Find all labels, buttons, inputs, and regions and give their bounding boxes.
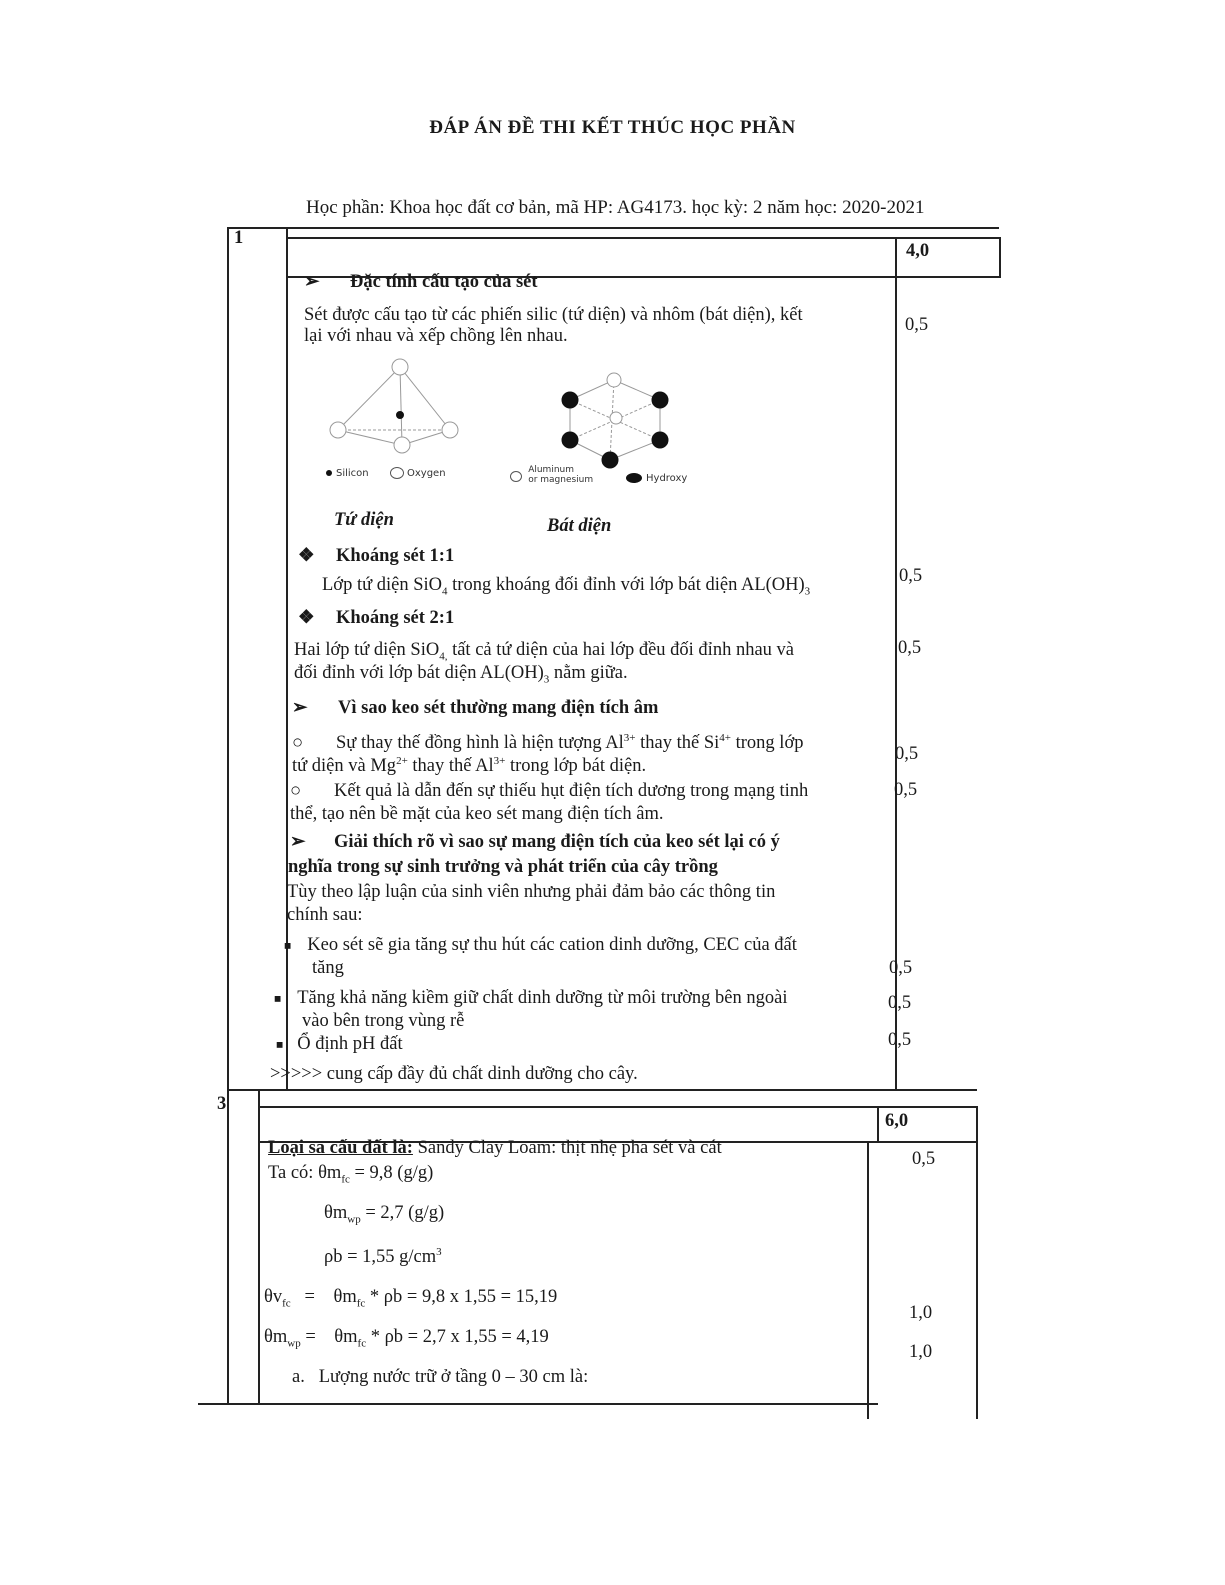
q1-paragraph: Tùy theo lập luận của sinh viên nhưng phải đảm bảo các thông tin <box>287 882 776 902</box>
q3-part-a: a. Lượng nước trữ ở tầng 0 – 30 cm là: <box>292 1367 589 1387</box>
octahedron-diagram <box>562 373 668 468</box>
q1-paragraph: Sét được cấu tạo từ các phiến silic (tứ diện) và nhôm (bát diện), kết <box>304 305 803 325</box>
q1-total-score: 4,0 <box>906 241 930 261</box>
hydroxy-dot-icon <box>626 473 642 483</box>
legend-oxygen: Oxygen <box>390 467 446 479</box>
oxygen-circle-icon <box>390 467 404 479</box>
q1-bullet-item: ■ Tăng khả năng kiềm giữ chất dinh dưỡng từ môi trường bên ngoài <box>274 988 788 1008</box>
caption-tetrahedron: Tứ diện <box>334 510 394 530</box>
circle-bullet-icon: ○ <box>292 733 304 754</box>
q1-right-border <box>999 237 1001 277</box>
q1-bullet-item: ■ Keo sét sẽ gia tăng sự thu hút các cation dinh dưỡng, CEC của đất <box>284 935 797 955</box>
q1-heading-21-clay: ❖ Khoáng sét 2:1 <box>298 606 454 631</box>
q3-inner-top <box>258 1106 978 1108</box>
q1-bullet-item: ■ Ổ định pH đất <box>276 1034 403 1054</box>
q1-paragraph: tứ diện và $Mg^{2+}$ thay thế $Al^{3+}$ trong lớp bát diện. <box>292 755 647 777</box>
q1-conclusion: >>>>> cung cấp đầy đủ chất dinh dưỡng cho cây. <box>270 1064 638 1084</box>
score-cell: 0,5 <box>905 315 929 335</box>
q3-total-score: 6,0 <box>885 1111 909 1131</box>
score-cell: 0,5 <box>888 993 912 1013</box>
table-top-border <box>227 227 999 229</box>
circle-bullet-icon: ○ <box>290 781 302 801</box>
q3-soil-texture: Loại sa cấu đất là: Sandy Clay Loam: thịt nhẹ pha sét và cát <box>268 1138 722 1158</box>
score-cell: 0,5 <box>889 958 913 978</box>
q3-col-divider <box>258 1090 260 1403</box>
course-info: Học phần: Khoa học đất cơ bản, mã HP: AG4173. học kỳ: 2 năm học: 2020-2021 <box>306 197 925 218</box>
diamond-bullet-icon: ❖ <box>298 608 315 628</box>
q3-given-bulk-density: ρb = 1,55 $g/cm^3$ <box>324 1246 442 1268</box>
q1-paragraph: đối đỉnh với lớp bát diện $AL(OH)_3$ nằm giữa. <box>294 663 628 686</box>
score-cell: 0,5 <box>894 780 918 800</box>
score-cell: 0,5 <box>912 1149 936 1169</box>
arrow-bullet-icon: ➢ <box>304 272 320 292</box>
q3-score-divider <box>867 1142 869 1419</box>
score-cell: 1,0 <box>909 1342 933 1362</box>
arrow-bullet-icon: ➢ <box>290 832 306 852</box>
aluminum-circle-icon <box>510 471 522 482</box>
legend-aluminum: Aluminum or magnesium <box>510 465 593 485</box>
legend-silicon: Silicon <box>326 468 369 479</box>
q3-calc-vfc: $\theta v_{fc}$ = $\theta m_{fc} * \rho b = 9,8$ x 1,55 = 15,19 <box>264 1287 558 1310</box>
q3-top-border <box>227 1089 977 1091</box>
square-bullet-icon: ■ <box>274 991 282 1006</box>
score-cell: 0,5 <box>895 744 919 764</box>
legend-hydroxy: Hydroxy <box>626 473 687 484</box>
q1-heading-plant-growth: ➢ Giải thích rõ vì sao sự mang điện tích của keo sét lại có ý <box>290 830 780 855</box>
q1-inner-top <box>286 237 1001 239</box>
score-cell: 0,5 <box>888 1030 912 1050</box>
diamond-bullet-icon: ❖ <box>298 546 315 566</box>
score-cell: 0,5 <box>898 638 922 658</box>
q3-calc-wp: $\theta m_{wp}$ = $\theta m_{fc} * \rho b = 2,7$ x 1,55 = 4,19 <box>264 1327 549 1350</box>
q1-heading-negative-charge: ➢ Vì sao keo sét thường mang điện tích âm <box>292 696 658 721</box>
silicon-dot-icon <box>326 470 332 476</box>
table-bottom-border <box>198 1403 878 1405</box>
document-title: ĐÁP ÁN ĐỀ THI KẾT THÚC HỌC PHẦN <box>429 117 796 138</box>
q1-paragraph: chính sau: <box>287 905 363 925</box>
q1-heading-structure: ➢ Đặc tính cấu tạo của sét <box>304 270 538 295</box>
q1-heading-11-clay: ❖ Khoáng sét 1:1 <box>298 544 454 569</box>
q1-paragraph: Hai lớp tứ diện SiO$_{4,}$ tất cả tứ diện của hai lớp đều đối đỉnh nhau và <box>294 640 794 663</box>
q1-bullet-item: vào bên trong vùng rễ <box>302 1011 465 1031</box>
q3-right-border <box>976 1106 978 1419</box>
score-cell: 0,5 <box>899 566 923 586</box>
table-left-border <box>227 227 229 1405</box>
q1-heading-plant-growth: nghĩa trong sự sinh trưởng và phát triển của cây trồng <box>288 857 718 877</box>
q1-number: 1 <box>234 228 244 248</box>
q1-paragraph: lại với nhau và xếp chồng lên nhau. <box>304 326 568 346</box>
q3-given-fc: Ta có: $\theta m_{fc} = 9,8$ (g/g) <box>268 1163 434 1186</box>
score-cell: 1,0 <box>909 1303 933 1323</box>
arrow-bullet-icon: ➢ <box>292 698 308 718</box>
q1-paragraph: Lớp tứ diện SiO$_4$ trong khoáng đối đỉnh với lớp bát diện $AL(OH)_3$ <box>322 575 811 598</box>
q3-number: 3 <box>217 1094 227 1114</box>
q3-given-wp: $\theta m_{wp} = 2,7$ (g/g) <box>324 1203 445 1226</box>
q1-paragraph: ○ Kết quả là dẫn đến sự thiếu hụt điện tích dương trong mạng tinh <box>290 779 808 804</box>
q1-paragraph: ○ Sự thay thế đồng hình là hiện tượng $Al^{3+}$ thay thế $Si^{4+}$ trong lớp <box>292 726 803 756</box>
tetrahedron-diagram <box>330 359 458 453</box>
q1-bullet-item: tăng <box>312 958 344 978</box>
q3-total-left <box>877 1106 879 1142</box>
caption-octahedron: Bát diện <box>547 516 612 536</box>
square-bullet-icon: ■ <box>284 938 292 953</box>
square-bullet-icon: ■ <box>276 1037 284 1052</box>
q1-paragraph: thể, tạo nên bề mặt của keo sét mang điện tích âm. <box>290 804 664 824</box>
q1-col-divider <box>286 229 288 1091</box>
